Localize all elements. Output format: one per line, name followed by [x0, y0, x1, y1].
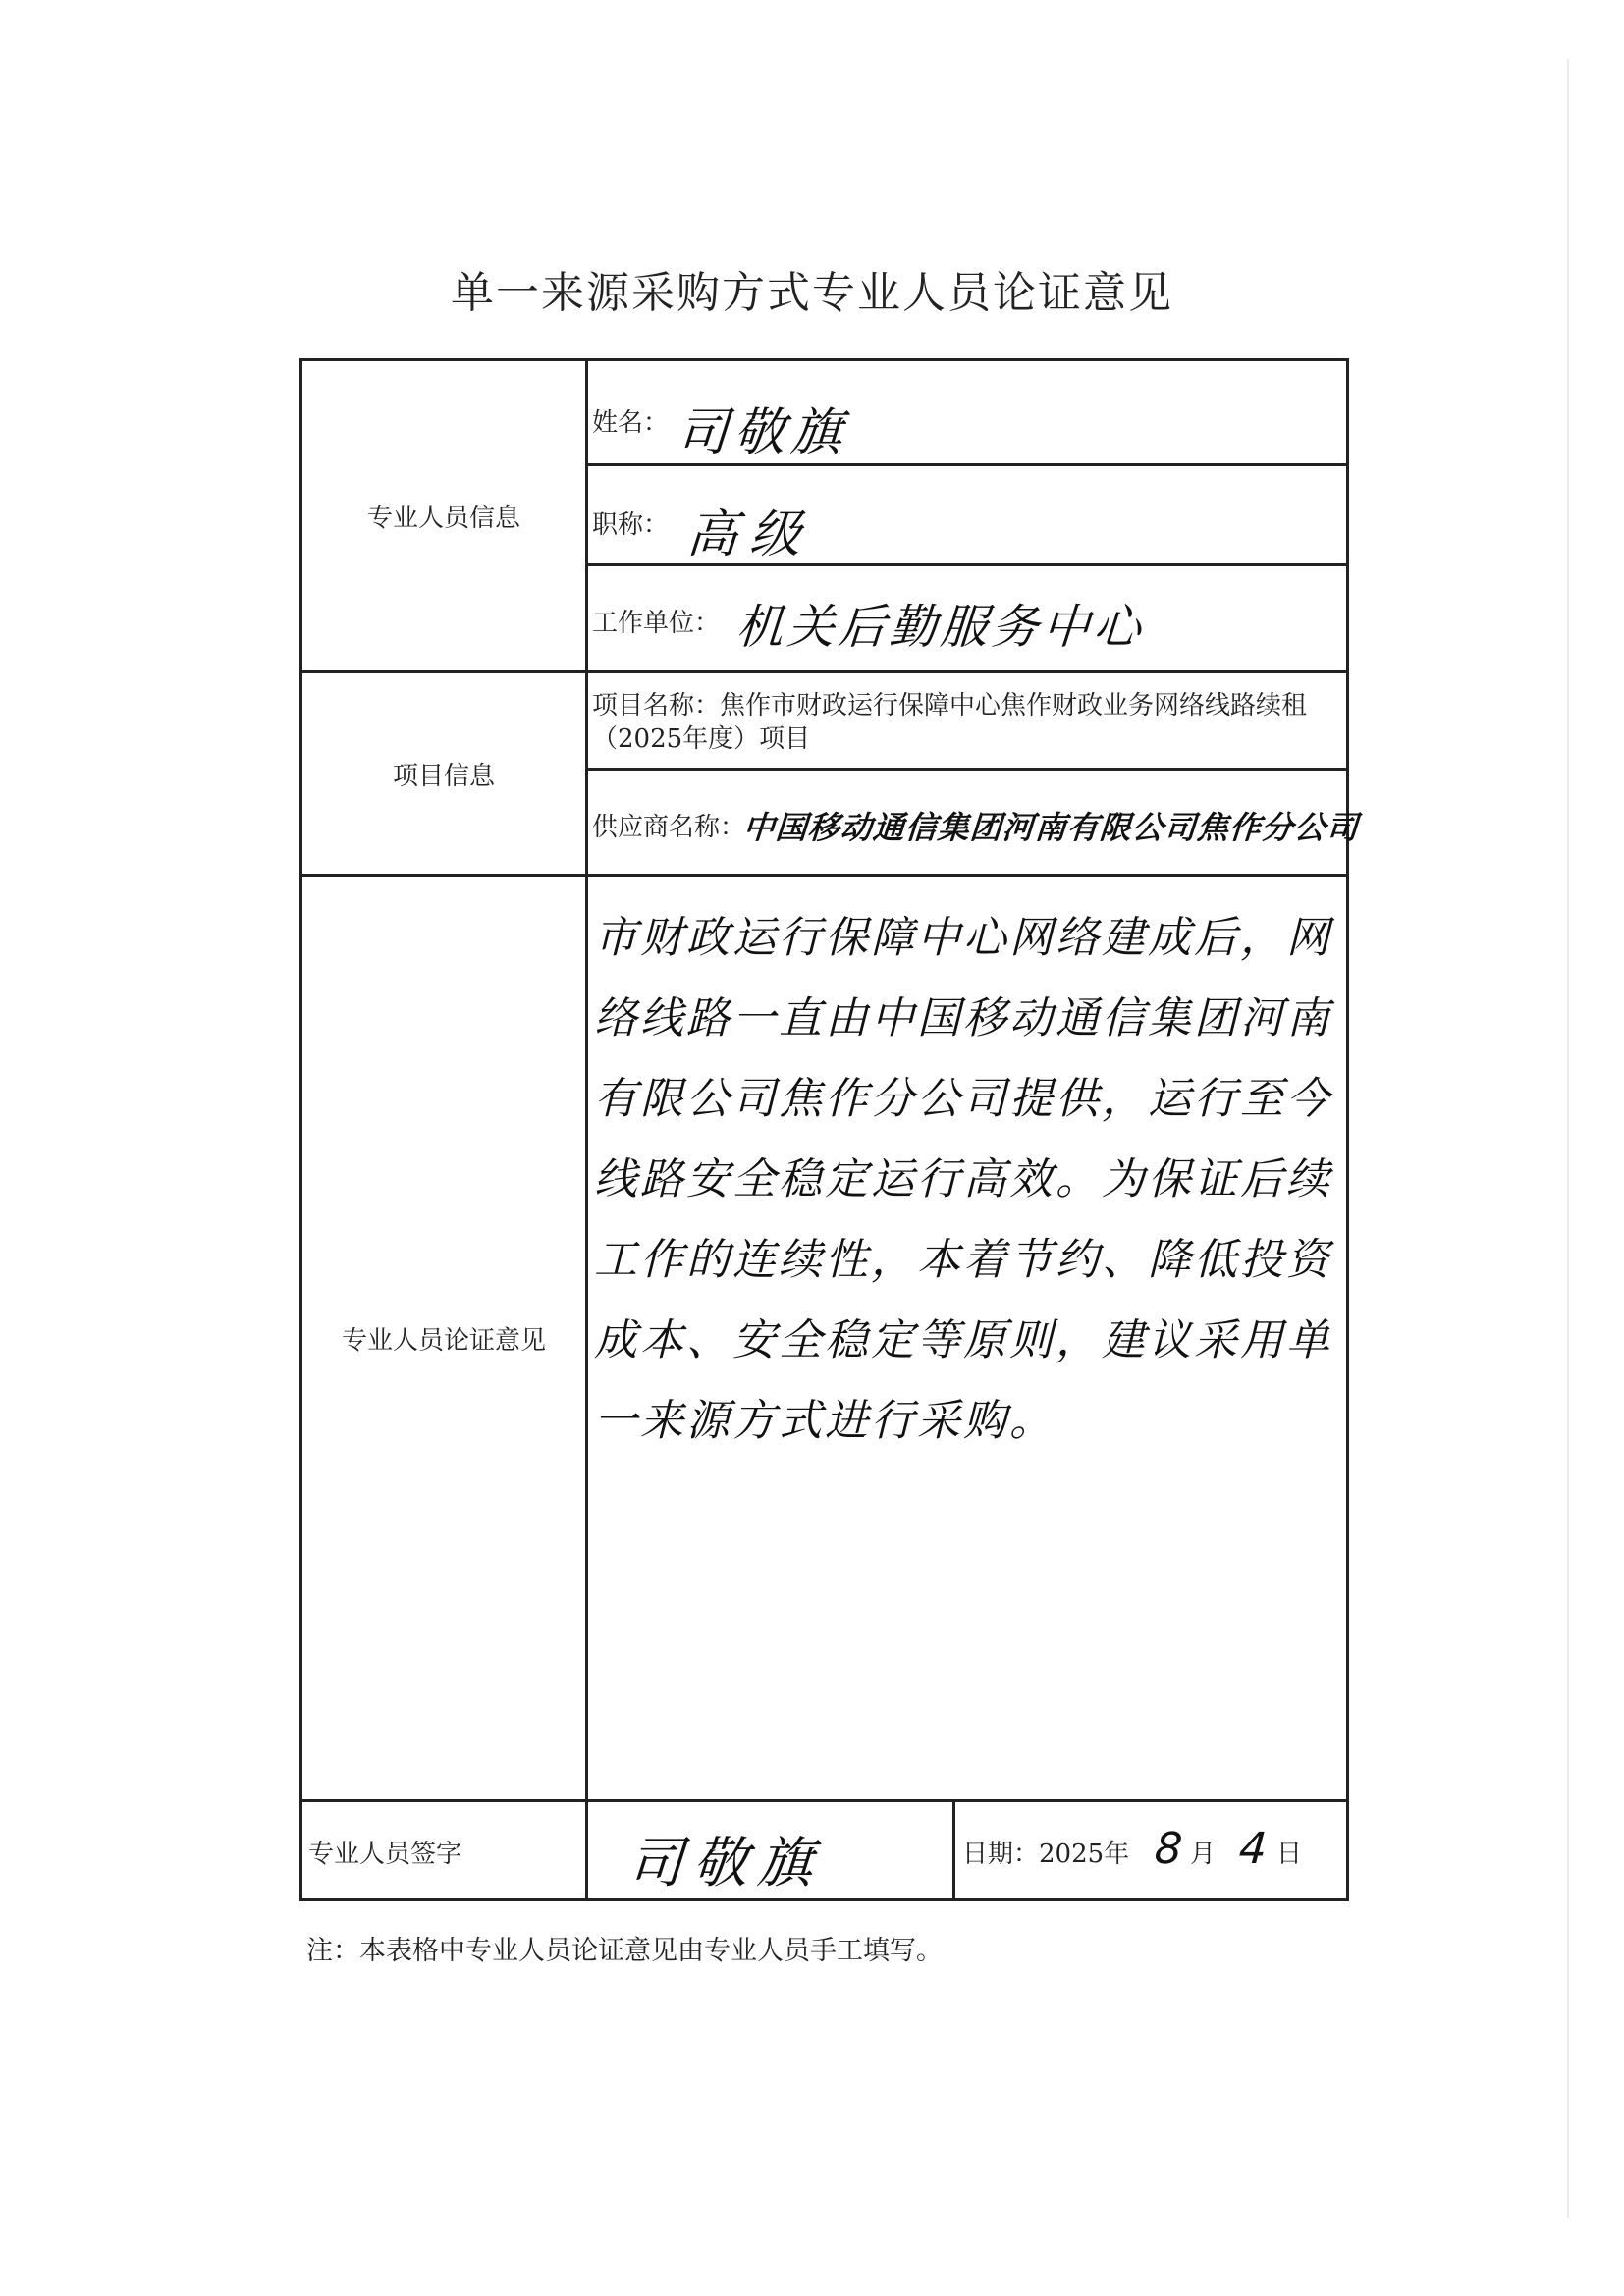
document-title: 单一来源采购方式专业人员论证意见	[451, 268, 1173, 318]
employer-label: 工作单位：	[592, 609, 721, 638]
opinion-label: 专业人员论证意见	[341, 1325, 546, 1356]
title-label: 职称：	[592, 510, 670, 540]
date-column-divider	[952, 1799, 955, 1901]
signature-label: 专业人员签字	[308, 1840, 462, 1869]
project-name-value: 焦作市财政运行保障中心焦作财政业务网络线路续租（2025年度）项目	[592, 691, 1308, 754]
row-divider-project-name	[585, 768, 1349, 771]
name-label: 姓名：	[592, 408, 670, 438]
column-divider	[585, 358, 588, 1901]
date-month-unit: 月	[1190, 1840, 1217, 1869]
project-name-label: 项目名称：	[592, 691, 721, 721]
supplier-value: 中国移动通信集团河南有限公司焦作分公司	[741, 809, 1361, 846]
date-label: 日期：	[962, 1840, 1040, 1869]
employer-value: 机关后勤服务中心	[733, 600, 1147, 655]
project-info-label: 项目信息	[392, 761, 495, 791]
date-year: 2025年	[1039, 1840, 1130, 1869]
title-value: 高级	[684, 506, 815, 564]
footnote: 注：本表格中专业人员论证意见由专业人员手工填写。	[306, 1936, 943, 1966]
date-day-value: 4	[1237, 1824, 1269, 1874]
date-day-unit: 日	[1276, 1840, 1303, 1869]
signature-handwriting: 司敬旗	[625, 1832, 825, 1896]
date-month-value: 8	[1153, 1824, 1184, 1874]
expert-info-label: 专业人员信息	[366, 504, 520, 533]
name-value: 司敬旗	[675, 403, 850, 462]
project-name	[592, 689, 1340, 756]
row-divider-opinion	[299, 1799, 1349, 1802]
supplier-label: 供应商名称：	[592, 813, 746, 842]
scan-edge-shadow	[1567, 59, 1569, 2218]
opinion-handwriting: 市财政运行保障中心网络建成后，网络线路一直由中国移动通信集团河南有限公司焦作分公司提供，运行至今线路安全稳定运行高效。为保证后续工作的连续性，本着节约、降低投资成本、安全稳定等原则，建议采用单一来源方式进行采购。	[594, 913, 1332, 1446]
